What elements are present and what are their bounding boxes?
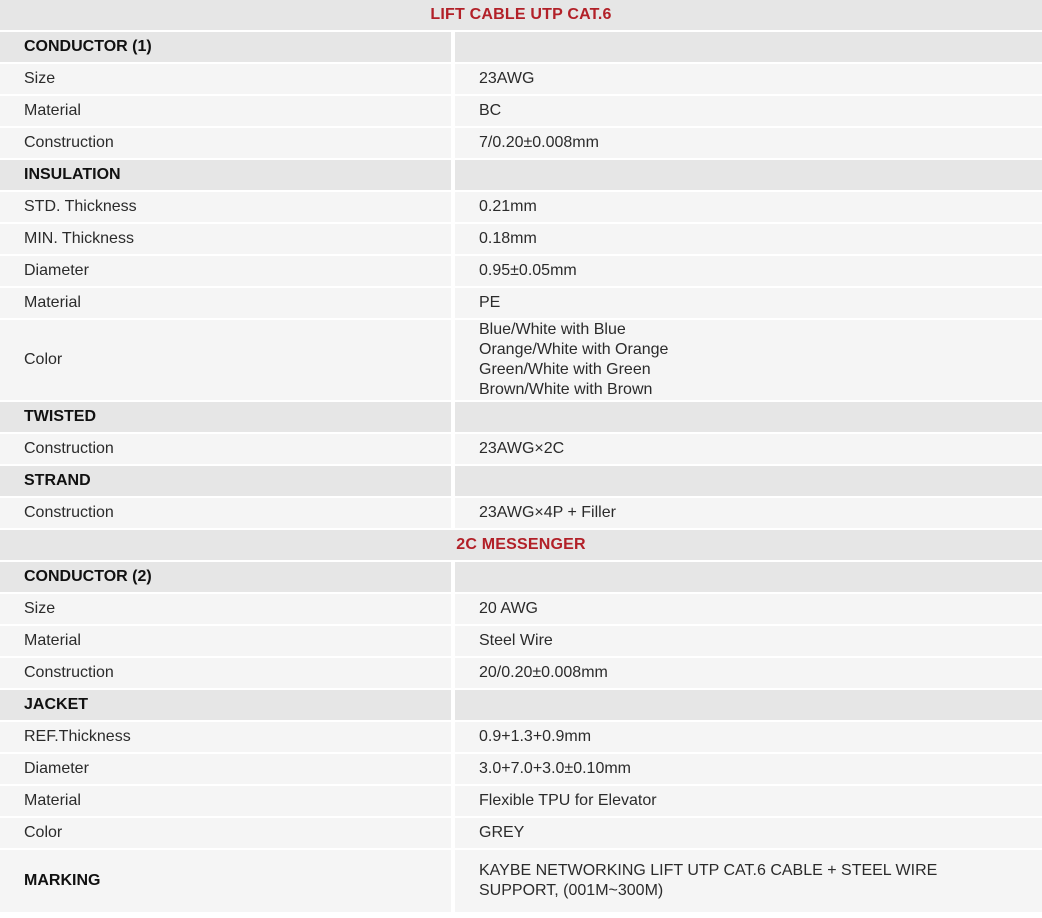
table-row-size (0, 64, 1042, 94)
table-row-twisted-construction (0, 434, 1042, 464)
row-value: 23AWG×4P + Filler (455, 498, 1042, 528)
row-label: Construction (0, 434, 451, 464)
table-row-insulation (0, 160, 1042, 190)
row-label: INSULATION (0, 160, 451, 190)
color-line: Green/White with Green (479, 361, 651, 378)
row-label: MIN. Thickness (0, 224, 451, 254)
row-label: Construction (0, 498, 451, 528)
row-label: Construction (0, 128, 451, 158)
table-row-min-thickness (0, 224, 1042, 254)
marking-line: SUPPORT, (001M~300M) (479, 882, 664, 899)
row-label: CONDUCTOR (1) (0, 32, 451, 62)
table-row-diameter2 (0, 754, 1042, 784)
row-label: STD. Thickness (0, 192, 451, 222)
row-value: Flexible TPU for Elevator (455, 786, 1042, 816)
row-label: STRAND (0, 466, 451, 496)
table-row-ref-thickness (0, 722, 1042, 752)
row-label: Size (0, 594, 451, 624)
table-row-material (0, 96, 1042, 126)
table-row-material-pe (0, 288, 1042, 318)
row-value: 23AWG (455, 64, 1042, 94)
table-row-std-thickness (0, 192, 1042, 222)
row-value: BC (455, 96, 1042, 126)
row-label: Material (0, 96, 451, 126)
color-line: Blue/White with Blue (479, 321, 626, 338)
row-label: REF.Thickness (0, 722, 451, 752)
row-value: 0.95±0.05mm (455, 256, 1042, 286)
row-value: PE (455, 288, 1042, 318)
table-row-material-steel (0, 626, 1042, 656)
row-label: Color (0, 320, 451, 400)
row-label: Material (0, 626, 451, 656)
row-label: Material (0, 288, 451, 318)
row-value (455, 562, 1042, 592)
row-label: Size (0, 64, 451, 94)
row-value: 0.9+1.3+0.9mm (455, 722, 1042, 752)
row-value: 7/0.20±0.008mm (455, 128, 1042, 158)
row-value-multiline (455, 850, 1042, 912)
table-row-diameter (0, 256, 1042, 286)
row-value: 0.21mm (455, 192, 1042, 222)
section-title-messenger (0, 530, 1042, 560)
row-label: TWISTED (0, 402, 451, 432)
row-value-multiline (455, 320, 1042, 400)
row-value (455, 32, 1042, 62)
table-row-color (0, 320, 1042, 400)
row-value (455, 466, 1042, 496)
table-row-conductor2 (0, 562, 1042, 592)
row-label: Color (0, 818, 451, 848)
color-line: Orange/White with Orange (479, 341, 669, 358)
row-value (455, 402, 1042, 432)
row-label: Diameter (0, 754, 451, 784)
row-value: 23AWG×2C (455, 434, 1042, 464)
row-label: MARKING (0, 850, 451, 912)
section-title-lift-cable (0, 0, 1042, 30)
table-row-strand (0, 466, 1042, 496)
row-value: Steel Wire (455, 626, 1042, 656)
row-label: CONDUCTOR (2) (0, 562, 451, 592)
table-row-jacket (0, 690, 1042, 720)
row-label: Construction (0, 658, 451, 688)
row-value: 20/0.20±0.008mm (455, 658, 1042, 688)
table-row-marking (0, 850, 1042, 912)
row-value: 0.18mm (455, 224, 1042, 254)
row-value: GREY (455, 818, 1042, 848)
row-value (455, 690, 1042, 720)
table-row-construction (0, 128, 1042, 158)
row-value: 20 AWG (455, 594, 1042, 624)
row-label: Material (0, 786, 451, 816)
table-row-twisted (0, 402, 1042, 432)
table-row-color2 (0, 818, 1042, 848)
row-value: 3.0+7.0+3.0±0.10mm (455, 754, 1042, 784)
table-row-strand-construction (0, 498, 1042, 528)
marking-line: KAYBE NETWORKING LIFT UTP CAT.6 CABLE + STEEL WIRE (479, 862, 938, 879)
row-value (455, 160, 1042, 190)
row-label: JACKET (0, 690, 451, 720)
table-row-material-tpu (0, 786, 1042, 816)
row-label: Diameter (0, 256, 451, 286)
table-row-size2 (0, 594, 1042, 624)
table-row-construction-steel (0, 658, 1042, 688)
section-title-text: 2C MESSENGER (456, 536, 586, 553)
table-row-conductor1 (0, 32, 1042, 62)
section-title-text: LIFT CABLE UTP CAT.6 (430, 6, 612, 23)
color-line: Brown/White with Brown (479, 381, 653, 398)
